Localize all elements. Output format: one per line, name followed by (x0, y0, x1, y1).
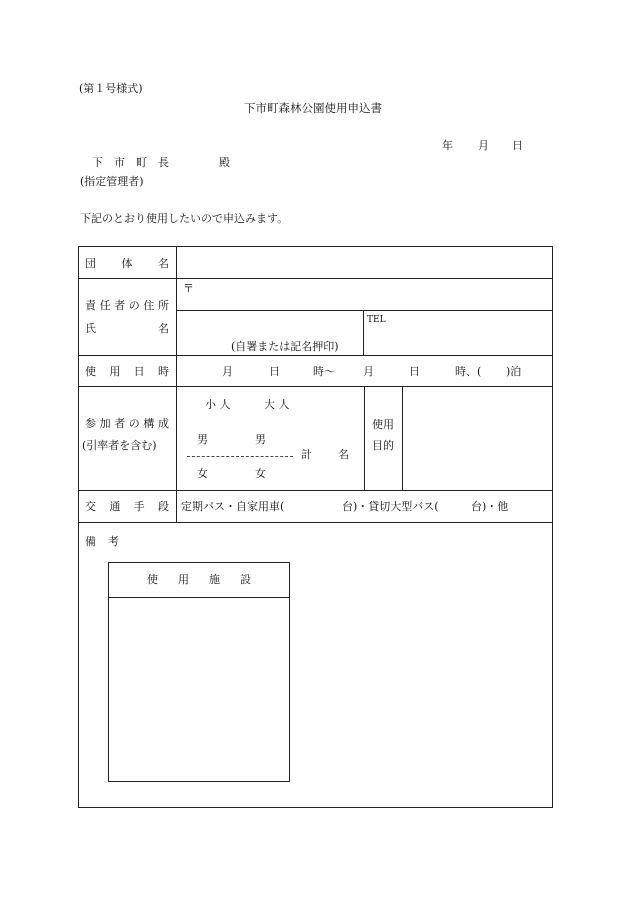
child-header: 小 人 (205, 398, 231, 411)
datetime-hour-end: 時、( (455, 365, 482, 378)
label-responsible-address: 責 任 者 の 住 所 (85, 299, 169, 312)
row-divider (79, 522, 552, 523)
facility-box (108, 562, 290, 782)
child-female-label: 女 (197, 467, 208, 480)
label-transport: 交 通 手 段 (85, 500, 169, 513)
page-title: 下市町森林公園使用申込書 (244, 101, 382, 115)
transport-text-charter-bus: 台)・貸切大型バス( (342, 500, 439, 513)
tel-divider (363, 310, 364, 355)
adult-female-label: 女 (255, 467, 266, 480)
datetime-hour-start: 時～ (313, 365, 335, 378)
datetime-nights: )泊 (506, 365, 522, 378)
purpose-label-line2: 目的 (372, 439, 394, 452)
addressee-sub: (指定管理者) (80, 175, 144, 188)
addressee-name: 下 市 町 長 (92, 156, 169, 169)
postal-mark: 〒 (183, 282, 194, 295)
intro-text: 下記のとおり使用したいので申込みます。 (80, 212, 289, 225)
facility-header: 使 用 施 設 (147, 573, 251, 586)
label-usage-datetime: 使 用 日 時 (85, 365, 169, 378)
transport-text-bus-car: 定期バス・自家用車( (181, 500, 285, 513)
usage-purpose-field[interactable] (403, 387, 551, 489)
date-year: 年 (442, 139, 453, 152)
label-responsible-name: 氏 名 (85, 322, 169, 335)
signature-note: (自署または記名押印) (231, 340, 339, 353)
datetime-day-start: 日 (269, 365, 280, 378)
usage-datetime-field[interactable] (177, 356, 551, 385)
label-participants: 参 加 者 の 構 成 (85, 417, 169, 430)
responsible-name-field[interactable] (177, 311, 362, 354)
form-number: (第１号様式) (79, 82, 143, 95)
date-month: 月 (478, 139, 489, 152)
group-name-field[interactable] (177, 248, 551, 277)
facility-header-divider (109, 597, 289, 598)
datetime-month-start: 月 (222, 365, 233, 378)
datetime-month-end: 月 (363, 365, 374, 378)
label-remarks: 備 考 (85, 535, 119, 548)
child-male-label: 男 (197, 433, 208, 446)
adult-male-label: 男 (255, 433, 266, 446)
adult-header: 大 人 (264, 398, 290, 411)
application-form-table (78, 246, 553, 808)
participants-field[interactable] (177, 387, 363, 489)
tel-label: TEL (367, 315, 386, 325)
label-group-name: 団 体 名 (85, 257, 169, 270)
address-field[interactable] (177, 279, 551, 309)
tel-field[interactable] (365, 311, 551, 354)
purpose-label-line1: 使用 (372, 418, 394, 431)
transport-text-other: 台)・他 (471, 500, 509, 513)
addressee-honorific: 殿 (219, 156, 230, 169)
transport-field[interactable] (177, 491, 551, 521)
date-day: 日 (512, 139, 523, 152)
total-unit: 名 (338, 448, 349, 461)
label-including-leaders: (引率者を含む) (82, 439, 157, 452)
total-label: 計 (301, 448, 312, 461)
datetime-day-end: 日 (409, 365, 420, 378)
purpose-divider (364, 386, 365, 490)
facility-field[interactable] (110, 599, 288, 780)
